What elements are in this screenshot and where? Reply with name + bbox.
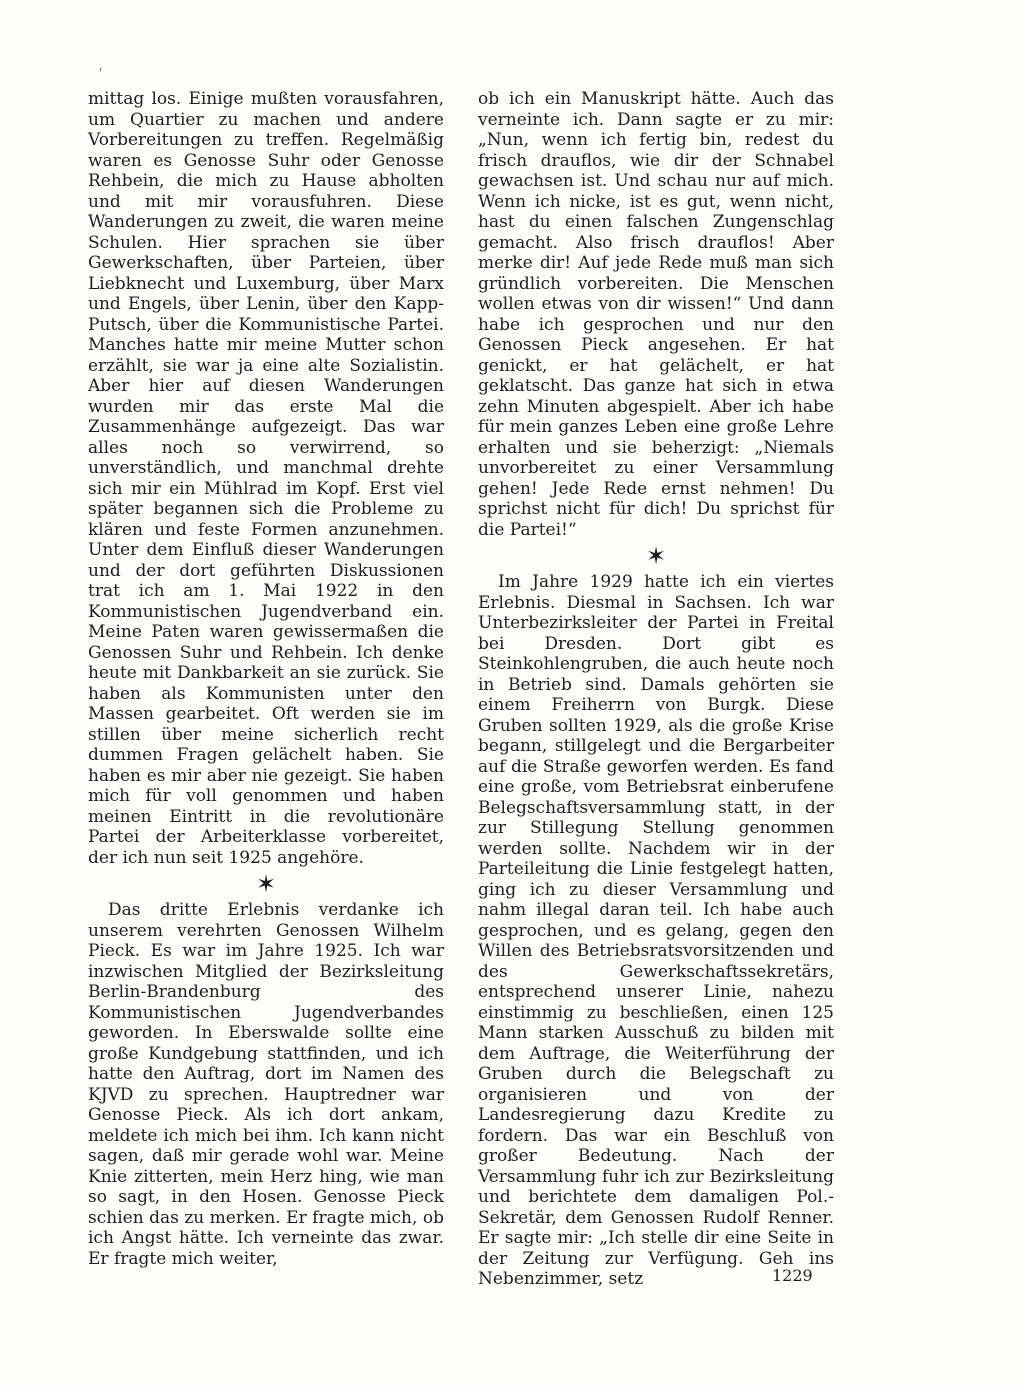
stray-mark: ': [99, 66, 103, 80]
paragraph-fourth-experience: Im Jahre 1929 hatte ich ein viertes Erlebnis. Diesmal in Sachsen. Ich war Unterbezirksleiter der Partei in Freital bei Dresden. Dort gibt es Steinkohlengruben, die auch heute noch in Betrieb sind. Damals gehörten sie einem Freiherrn von Burgk. Diese Gruben sollten 1929, als die große Krise begann, stillgelegt und die Bergarbeiter auf die Straße geworfen werden. Es fand eine große, vom Betriebsrat einberufene Belegschaftsversammlung statt, in der zur Stillegung Stellung genommen werden sollte. Nachdem wir in der Parteileitung die Linie festgelegt hatten, ging ich zu dieser Versammlung und nahm illegal daran teil. Ich habe auch gesprochen, und es gelang, gegen den Willen des Betriebsratsvorsitzenden und des Gewerkschaftssekretärs, entsprechend unserer Linie, nahezu einstimmig zu beschließen, einen 125 Mann starken Ausschuß zu bilden mit dem Auftrage, die Weiterführung der Gruben durch die Belegschaft zu organisieren und von der Landesregierung dazu Kredite zu fordern. Das war ein Beschluß von großer Bedeutung. Nach der Versammlung fuhr ich zur Bezirksleitung und berichtete dem damaligen Pol.-Sekretär, dem Genossen Rudolf Renner. Er sagte mir: „Ich stelle dir eine Seite in der Zeitung zur Verfügung. Geh ins Nebenzimmer, setz: [478, 572, 834, 1289]
right-column: [478, 89, 834, 1290]
paragraph-pieck-dialogue: ob ich ein Manuskript hätte. Auch das verneinte ich. Dann sagte er zu mir: „Nun, wenn ich fertig bin, redest du frisch drauflos, wie dir der Schnabel gewachsen ist. Und schau nur auf mich. Wenn ich nicke, ist es gut, wenn nicht, hast du einen falschen Zungenschlag gemacht. Also frisch drauflos! Aber merke dir! Auf jede Rede muß man sich gründlich vorbereiten. Die Menschen wollen etwas von dir wissen!“ Und dann habe ich gesprochen und nur den Genossen Pieck angesehen. Er hat genickt, er hat gelächelt, er hat geklatscht. Das ganze hat sich in etwa zehn Minuten abgespielt. Aber ich habe für mein ganzes Leben eine große Lehre erhalten und sie beherzigt: „Niemals unvorbereitet zu einer Versammlung gehen! Jede Rede ernst nehmen! Du sprichst nicht für dich! Du sprichst für die Partei!“: [478, 89, 834, 540]
left-column: [88, 89, 444, 1269]
section-divider-star: ✶: [255, 870, 277, 898]
section-divider-star: ✶: [645, 542, 667, 570]
paragraph-third-experience: Das dritte Erlebnis verdanke ich unserem verehrten Genossen Wilhelm Pieck. Es war im Jahre 1925. Ich war inzwischen Mitglied der Bezirksleitung Berlin-Brandenburg des Kommunistischen Jugendverbandes geworden. In Eberswalde sollte eine große Kundgebung stattfinden, und ich hatte den Auftrag, dort im Namen des KJVD zu sprechen. Hauptredner war Genosse Pieck. Als ich dort ankam, meldete ich mich bei ihm. Ich kann nicht sagen, daß mir gerade wohl war. Meine Knie zitterten, mein Herz hing, wie man so sagt, in den Hosen. Genosse Pieck schien das zu merken. Er fragte mich, ob ich Angst hätte. Ich verneinte das zwar. Er fragte mich weiter,: [88, 900, 444, 1269]
page-number: 1229: [772, 1266, 813, 1285]
paragraph-continuation: mittag los. Einige mußten vorausfahren, um Quartier zu machen und andere Vorbereitungen zu treffen. Regelmäßig waren es Genosse Suhr oder Genosse Rehbein, die mich zu Hause abholten und mit mir vorausfuhren. Diese Wanderungen zu zweit, die waren meine Schulen. Hier sprachen sie über Gewerkschaften, über Parteien, über Liebknecht und Luxemburg, über Marx und Engels, über Lenin, über den Kapp-Putsch, über die Kommunistische Partei. Manches hatte mir meine Mutter schon erzählt, sie war ja eine alte Sozialistin. Aber hier auf diesen Wanderungen wurden mir das erste Mal die Zusammenhänge aufgezeigt. Das war alles noch so verwirrend, so unverständlich, und manchmal drehte sich mir ein Mühlrad im Kopf. Erst viel später begannen sich die Probleme zu klären und feste Formen anzunehmen. Unter dem Einfluß dieser Wanderungen und der dort geführten Diskussionen trat ich am 1. Mai 1922 in den Kommunistischen Jugendverband ein. Meine Paten waren gewissermaßen die Genossen Suhr und Rehbein. Ich denke heute mit Dankbarkeit an sie zurück. Sie haben als Kommunisten unter den Massen gearbeitet. Oft werden sie im stillen über meine sicherlich recht dummen Fragen gelächelt haben. Sie haben es mir aber nie gezeigt. Sie haben mich für voll genommen und haben meinen Eintritt in die revolutionäre Partei der Arbeiterklasse vorbereitet, der ich nun seit 1925 angehöre.: [88, 89, 444, 868]
